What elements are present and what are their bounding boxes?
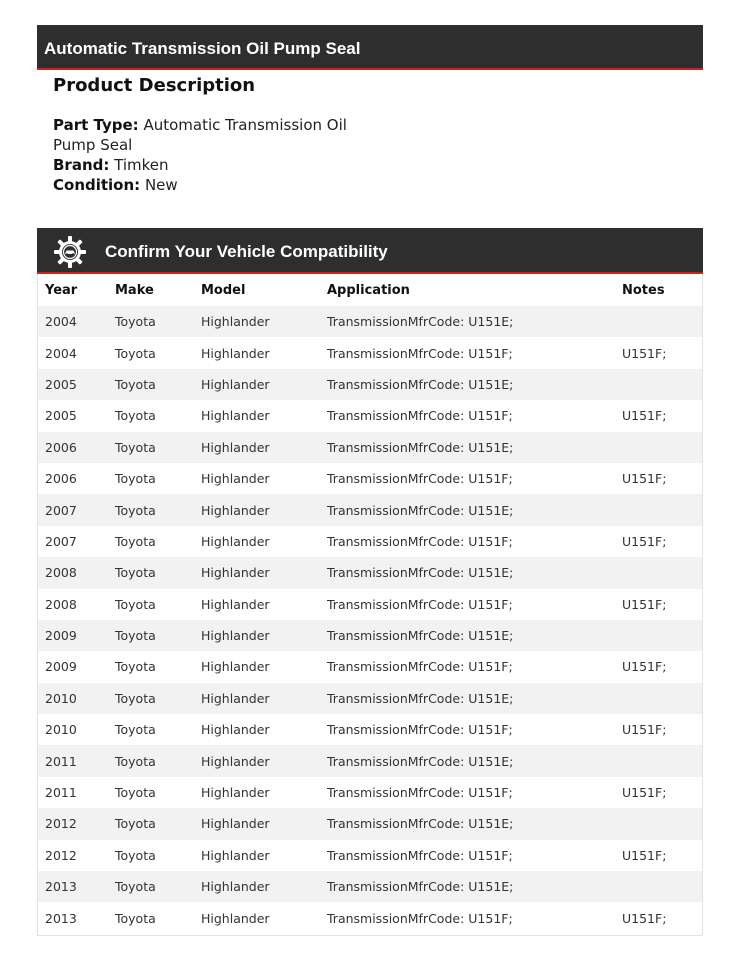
cell-application: TransmissionMfrCode: U151E; <box>327 816 514 832</box>
table-row <box>38 589 702 620</box>
cell-application: TransmissionMfrCode: U151E; <box>327 628 514 644</box>
cell-make: Toyota <box>115 345 156 361</box>
cell-make: Toyota <box>115 879 156 895</box>
cell-model: Highlander <box>201 847 270 863</box>
cell-make: Toyota <box>115 502 156 518</box>
cell-year: 2004 <box>45 314 77 330</box>
compatibility-table-container <box>37 274 703 936</box>
cell-model: Highlander <box>201 439 270 455</box>
table-row <box>38 337 702 368</box>
cell-year: 2004 <box>45 345 77 361</box>
cell-notes <box>615 494 702 525</box>
cell-year: 2008 <box>45 565 77 581</box>
cell-year: 2006 <box>45 471 77 487</box>
cell-model: Highlander <box>201 502 270 518</box>
table-row <box>38 871 702 902</box>
cell-notes: U151F; <box>622 785 667 801</box>
condition-value: New <box>144 176 178 194</box>
table-row <box>38 683 702 714</box>
product-description <box>53 74 353 195</box>
cell-notes <box>615 871 702 902</box>
compatibility-header <box>37 228 703 274</box>
cell-application: TransmissionMfrCode: U151F; <box>327 533 513 549</box>
cell-notes <box>615 683 702 714</box>
cell-year: 2012 <box>45 847 77 863</box>
cell-make: Toyota <box>115 376 156 392</box>
cell-application: TransmissionMfrCode: U151E; <box>327 690 514 706</box>
cell-model: Highlander <box>201 533 270 549</box>
cell-application: TransmissionMfrCode: U151E; <box>327 753 514 769</box>
cell-year: 2011 <box>45 785 77 801</box>
table-row <box>38 620 702 651</box>
cell-model: Highlander <box>201 722 270 738</box>
cell-year: 2005 <box>45 408 77 424</box>
table-row <box>38 494 702 525</box>
cell-notes <box>615 432 702 463</box>
cell-year: 2007 <box>45 533 77 549</box>
cell-notes <box>615 808 702 839</box>
description-heading: Product Description <box>53 75 256 96</box>
cell-make: Toyota <box>115 565 156 581</box>
table-row <box>38 463 702 494</box>
cell-make: Toyota <box>115 596 156 612</box>
cell-model: Highlander <box>201 471 270 487</box>
cell-year: 2005 <box>45 376 77 392</box>
cell-make: Toyota <box>115 439 156 455</box>
cell-make: Toyota <box>115 690 156 706</box>
cell-year: 2008 <box>45 596 77 612</box>
cell-make: Toyota <box>115 910 156 926</box>
cell-year: 2010 <box>45 722 77 738</box>
cell-notes: U151F; <box>622 847 667 863</box>
cell-notes <box>615 306 702 337</box>
cell-make: Toyota <box>115 628 156 644</box>
cell-model: Highlander <box>201 408 270 424</box>
cell-year: 2009 <box>45 659 77 675</box>
cell-application: TransmissionMfrCode: U151E; <box>327 439 514 455</box>
cell-application: TransmissionMfrCode: U151E; <box>327 879 514 895</box>
cell-model: Highlander <box>201 314 270 330</box>
table-row <box>38 808 702 839</box>
cell-application: TransmissionMfrCode: U151F; <box>327 345 513 361</box>
cell-model: Highlander <box>201 816 270 832</box>
brand-value: Timken <box>114 156 169 174</box>
cell-notes: U151F; <box>622 533 667 549</box>
cell-notes <box>615 620 702 651</box>
cell-make: Toyota <box>115 753 156 769</box>
part-type-label: Part Type: <box>53 116 139 134</box>
cell-notes: U151F; <box>622 471 667 487</box>
cell-year: 2013 <box>45 910 77 926</box>
table-row <box>38 745 702 776</box>
cell-model: Highlander <box>201 753 270 769</box>
cell-model: Highlander <box>201 628 270 644</box>
table-row <box>38 651 702 682</box>
condition-label: Condition: <box>53 176 141 194</box>
cell-year: 2013 <box>45 879 77 895</box>
gear-car-icon <box>53 235 87 269</box>
table-row <box>38 714 702 745</box>
cell-model: Highlander <box>201 785 270 801</box>
cell-application: TransmissionMfrCode: U151E; <box>327 502 514 518</box>
cell-year: 2011 <box>45 753 77 769</box>
table-row <box>38 777 702 808</box>
table-row <box>38 369 702 400</box>
cell-make: Toyota <box>115 816 156 832</box>
cell-year: 2009 <box>45 628 77 644</box>
cell-model: Highlander <box>201 565 270 581</box>
cell-make: Toyota <box>115 314 156 330</box>
cell-make: Toyota <box>115 659 156 675</box>
cell-application: TransmissionMfrCode: U151F; <box>327 596 513 612</box>
table-row <box>38 902 702 933</box>
column-header-notes: Notes <box>622 282 665 298</box>
cell-application: TransmissionMfrCode: U151E; <box>327 565 514 581</box>
cell-notes: U151F; <box>622 596 667 612</box>
table-row <box>38 306 702 337</box>
table-row <box>38 526 702 557</box>
compatibility-table <box>38 274 702 934</box>
cell-notes: U151F; <box>622 659 667 675</box>
cell-application: TransmissionMfrCode: U151F; <box>327 910 513 926</box>
cell-make: Toyota <box>115 847 156 863</box>
product-title-bar <box>37 25 703 70</box>
cell-model: Highlander <box>201 910 270 926</box>
cell-application: TransmissionMfrCode: U151F; <box>327 408 513 424</box>
cell-notes: U151F; <box>622 910 667 926</box>
table-row <box>38 840 702 871</box>
cell-application: TransmissionMfrCode: U151F; <box>327 722 513 738</box>
table-row <box>38 432 702 463</box>
product-title: Automatic Transmission Oil Pump Seal <box>44 39 361 58</box>
cell-model: Highlander <box>201 596 270 612</box>
cell-application: TransmissionMfrCode: U151F; <box>327 471 513 487</box>
cell-make: Toyota <box>115 722 156 738</box>
cell-make: Toyota <box>115 533 156 549</box>
cell-make: Toyota <box>115 785 156 801</box>
cell-model: Highlander <box>201 345 270 361</box>
cell-make: Toyota <box>115 471 156 487</box>
cell-application: TransmissionMfrCode: U151F; <box>327 785 513 801</box>
part-type-line <box>53 115 353 155</box>
cell-application: TransmissionMfrCode: U151F; <box>327 847 513 863</box>
brand-line <box>53 155 353 175</box>
cell-notes: U151F; <box>622 345 667 361</box>
cell-application: TransmissionMfrCode: U151E; <box>327 376 514 392</box>
cell-model: Highlander <box>201 376 270 392</box>
cell-notes <box>615 557 702 588</box>
table-row <box>38 557 702 588</box>
cell-notes: U151F; <box>622 722 667 738</box>
cell-model: Highlander <box>201 690 270 706</box>
table-header-row <box>38 274 702 306</box>
cell-year: 2006 <box>45 439 77 455</box>
condition-line <box>53 175 353 195</box>
column-header-make: Make <box>115 282 154 298</box>
cell-notes <box>615 745 702 776</box>
cell-year: 2012 <box>45 816 77 832</box>
cell-year: 2007 <box>45 502 77 518</box>
cell-notes: U151F; <box>622 408 667 424</box>
cell-application: TransmissionMfrCode: U151E; <box>327 314 514 330</box>
column-header-year: Year <box>45 282 78 298</box>
cell-make: Toyota <box>115 408 156 424</box>
part-type-value: Automatic Transmission Oil Pump Seal <box>53 116 347 154</box>
cell-year: 2010 <box>45 690 77 706</box>
brand-label: Brand: <box>53 156 110 174</box>
table-row <box>38 400 702 431</box>
cell-application: TransmissionMfrCode: U151F; <box>327 659 513 675</box>
column-header-application: Application <box>327 282 410 298</box>
table-body <box>38 306 702 934</box>
cell-model: Highlander <box>201 659 270 675</box>
compatibility-title: Confirm Your Vehicle Compatibility <box>105 242 388 261</box>
cell-notes <box>615 369 702 400</box>
column-header-model: Model <box>201 282 246 298</box>
cell-model: Highlander <box>201 879 270 895</box>
